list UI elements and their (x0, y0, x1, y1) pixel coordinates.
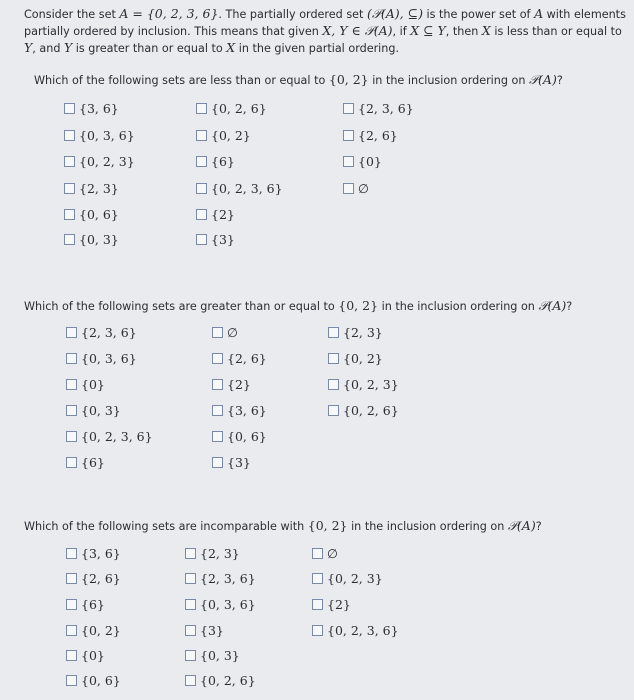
q2-option[interactable]: {0, 2, 3, 6} (66, 429, 153, 444)
q3-option[interactable]: {0} (66, 648, 105, 663)
question-3-prompt: Which of the following sets are incomparable with {0, 2} in the inclusion ordering on 𝒫(A)? (24, 518, 542, 533)
q1-option[interactable]: {6} (196, 154, 235, 169)
checkbox-icon[interactable] (185, 573, 196, 584)
checkbox-icon[interactable] (212, 353, 223, 364)
checkbox-icon[interactable] (328, 379, 339, 390)
checkbox-icon[interactable] (64, 156, 75, 167)
math-xy: X, Y ∈ 𝒫(A) (322, 23, 393, 38)
checkbox-icon[interactable] (196, 234, 207, 245)
checkbox-icon[interactable] (185, 650, 196, 661)
q2-option[interactable]: ∅ (212, 325, 238, 340)
intro-text: with elements partially ordered by inclusion. This means that given (24, 8, 626, 38)
math-y: Y (24, 40, 33, 55)
checkbox-icon[interactable] (66, 548, 77, 559)
q2-option[interactable]: {0, 2, 6} (328, 403, 399, 418)
checkbox-icon[interactable] (66, 327, 77, 338)
checkbox-icon[interactable] (66, 675, 77, 686)
q2-option[interactable]: {0, 3, 6} (66, 351, 137, 366)
checkbox-icon[interactable] (212, 379, 223, 390)
q1-option[interactable]: {2, 3, 6} (343, 101, 414, 116)
q1-option[interactable]: {0, 3, 6} (64, 128, 135, 143)
intro-text: is less than or equal to (490, 25, 622, 38)
checkbox-icon[interactable] (212, 431, 223, 442)
q2-option[interactable]: {2} (212, 377, 251, 392)
checkbox-icon[interactable] (328, 327, 339, 338)
q3-option[interactable]: {2, 6} (66, 571, 121, 586)
checkbox-icon[interactable] (64, 130, 75, 141)
q2-option[interactable]: {2, 3, 6} (66, 325, 137, 340)
q3-option[interactable]: {0, 2} (66, 623, 121, 638)
intro-text: , if (392, 25, 411, 38)
q2-option[interactable]: {0} (66, 377, 105, 392)
q1-option[interactable]: ∅ (343, 181, 369, 196)
checkbox-icon[interactable] (66, 431, 77, 442)
q1-option[interactable]: {0, 6} (64, 207, 119, 222)
intro-text: , then (445, 25, 482, 38)
q1-option[interactable]: {2} (196, 207, 235, 222)
checkbox-icon[interactable] (328, 353, 339, 364)
checkbox-icon[interactable] (312, 625, 323, 636)
checkbox-icon[interactable] (66, 625, 77, 636)
q2-option[interactable]: {2, 3} (328, 325, 383, 340)
checkbox-icon[interactable] (312, 599, 323, 610)
checkbox-icon[interactable] (343, 183, 354, 194)
checkbox-icon[interactable] (343, 103, 354, 114)
math-a: A (534, 6, 544, 21)
intro-text: is greater than or equal to (72, 42, 227, 55)
q3-option[interactable]: {0, 6} (66, 673, 121, 688)
checkbox-icon[interactable] (66, 650, 77, 661)
math-x: X (481, 23, 491, 38)
checkbox-icon[interactable] (66, 405, 77, 416)
checkbox-icon[interactable] (64, 183, 75, 194)
q3-option[interactable]: {6} (66, 597, 105, 612)
checkbox-icon[interactable] (185, 675, 196, 686)
q1-option[interactable]: {3} (196, 232, 235, 247)
q3-option[interactable]: {2, 3} (185, 546, 240, 561)
checkbox-icon[interactable] (212, 405, 223, 416)
checkbox-icon[interactable] (212, 457, 223, 468)
q2-option[interactable]: {0, 6} (212, 429, 267, 444)
q1-option[interactable]: {3, 6} (64, 101, 119, 116)
checkbox-icon[interactable] (343, 156, 354, 167)
intro-text: . The partially ordered set (218, 8, 367, 21)
checkbox-icon[interactable] (196, 209, 207, 220)
q2-option[interactable]: {0, 3} (66, 403, 121, 418)
problem-intro (24, 6, 628, 57)
q3-option[interactable]: {0, 2, 3} (312, 571, 383, 586)
intro-text: Consider the set (24, 8, 120, 21)
q3-option[interactable]: {2, 3, 6} (185, 571, 256, 586)
checkbox-icon[interactable] (196, 156, 207, 167)
q3-option[interactable]: {3, 6} (66, 546, 121, 561)
checkbox-icon[interactable] (64, 234, 75, 245)
checkbox-icon[interactable] (312, 573, 323, 584)
checkbox-icon[interactable] (64, 103, 75, 114)
q3-option[interactable]: ∅ (312, 546, 338, 561)
q3-option[interactable]: {0, 2, 6} (185, 673, 256, 688)
checkbox-icon[interactable] (66, 353, 77, 364)
q1-option[interactable]: {0, 2, 3, 6} (196, 181, 283, 196)
q2-option[interactable]: {0, 2, 3} (328, 377, 399, 392)
q3-option[interactable]: {0, 3, 6} (185, 597, 256, 612)
math-set-a: A = {0, 2, 3, 6} (119, 6, 219, 21)
q3-option[interactable]: {2} (312, 597, 351, 612)
checkbox-icon[interactable] (328, 405, 339, 416)
q1-option[interactable]: {0} (343, 154, 382, 169)
checkbox-icon[interactable] (66, 457, 77, 468)
checkbox-icon[interactable] (312, 548, 323, 559)
question-1-prompt: Which of the following sets are less than or equal to {0, 2} in the inclusion ordering on 𝒫(A)? (34, 72, 563, 87)
checkbox-icon[interactable] (196, 130, 207, 141)
q3-option[interactable]: {0, 2, 3, 6} (312, 623, 399, 638)
q2-option[interactable]: {3} (212, 455, 251, 470)
checkbox-icon[interactable] (185, 599, 196, 610)
q1-option[interactable]: {0, 2, 6} (196, 101, 267, 116)
intro-text: , and (32, 42, 64, 55)
q2-option[interactable]: {3, 6} (212, 403, 267, 418)
intro-text: in the given partial ordering. (235, 42, 400, 55)
q1-option[interactable]: {0, 2, 3} (64, 154, 135, 169)
checkbox-icon[interactable] (343, 130, 354, 141)
checkbox-icon[interactable] (196, 103, 207, 114)
intro-text: is the power set of (422, 8, 535, 21)
q2-option[interactable]: {6} (66, 455, 105, 470)
q1-option[interactable]: {0, 3} (64, 232, 119, 247)
math-y: Y (63, 40, 73, 55)
q3-option[interactable]: {0, 3} (185, 648, 240, 663)
q3-option[interactable]: {3} (185, 623, 224, 638)
checkbox-icon[interactable] (64, 209, 75, 220)
checkbox-icon[interactable] (66, 379, 77, 390)
math-poset: (𝒫(A), ⊆) (366, 6, 423, 21)
checkbox-icon[interactable] (185, 548, 196, 559)
question-2-prompt: Which of the following sets are greater than or equal to {0, 2} in the inclusion ordering on 𝒫(A)? (24, 298, 573, 313)
math-x: X (226, 40, 236, 55)
checkbox-icon[interactable] (66, 573, 77, 584)
q2-option[interactable]: {2, 6} (212, 351, 267, 366)
q1-option[interactable]: {2, 6} (343, 128, 398, 143)
checkbox-icon[interactable] (185, 625, 196, 636)
checkbox-icon[interactable] (196, 183, 207, 194)
q2-option[interactable]: {0, 2} (328, 351, 383, 366)
checkbox-icon[interactable] (212, 327, 223, 338)
math-x-subset-y: X ⊆ Y (410, 23, 446, 38)
q1-option[interactable]: {0, 2} (196, 128, 251, 143)
q1-option[interactable]: {2, 3} (64, 181, 119, 196)
checkbox-icon[interactable] (66, 599, 77, 610)
